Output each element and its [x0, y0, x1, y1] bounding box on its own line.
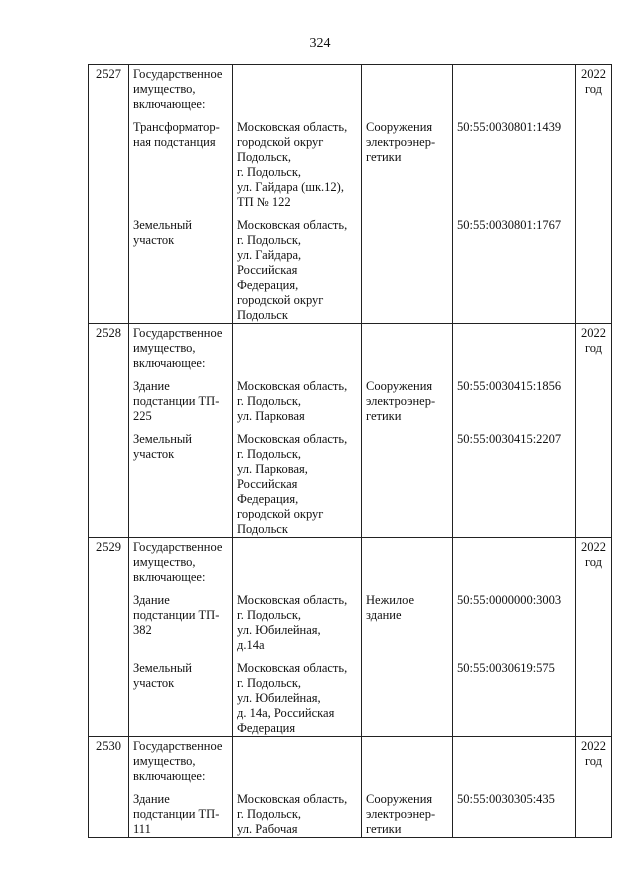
cell-line: г. Подольск, [237, 807, 302, 821]
cell-line: Государственное [133, 67, 223, 81]
cell-line: ул. Гайдара, [237, 248, 302, 262]
item-purpose [366, 218, 448, 323]
cell-line: имущество, [133, 82, 196, 96]
item-purpose [366, 593, 448, 653]
item-purpose [366, 661, 448, 736]
cell-line: Подольск [237, 308, 288, 322]
cell-line: подстанции ТП- [133, 807, 220, 821]
cell-line: г. Подольск, [237, 394, 302, 408]
cell-line: ул. Юбилейная, [237, 691, 321, 705]
item-cadastral-number: 50:55:0030801:1767 [457, 218, 562, 232]
year-cell [576, 65, 612, 324]
cell-line: ТП № 122 [237, 195, 291, 209]
year-cell [576, 737, 612, 838]
cell-line: ная подстанция [133, 135, 216, 149]
cell-line: г. Подольск, [237, 165, 302, 179]
object-name-cell [129, 65, 233, 324]
cell-line: Нежилое [366, 593, 415, 607]
purpose-cell [362, 65, 453, 324]
item-name [133, 432, 228, 537]
cell-line: 225 [133, 409, 152, 423]
table-row [89, 538, 612, 737]
cell-line: электроэнер- [366, 394, 436, 408]
table-row [89, 737, 612, 838]
cell-line: гетики [366, 409, 402, 423]
item-address [237, 379, 357, 424]
cell-line: Трансформатор- [133, 120, 220, 134]
item-name [133, 218, 228, 323]
entry-number: 2529 [89, 538, 129, 737]
cell-line: подстанции ТП- [133, 394, 220, 408]
cell-line: ул. Рабочая [237, 822, 298, 836]
cell-line: включающее: [133, 97, 206, 111]
cell-line: ул. Юбилейная, [237, 623, 321, 637]
address-cell [233, 65, 362, 324]
cell-line: ул. Парковая, [237, 462, 308, 476]
cell-line: Московская область, [237, 792, 348, 806]
cadastral-cell [453, 538, 576, 737]
cell-line: 2022 [581, 67, 606, 81]
cell-line: Российская [237, 477, 298, 491]
cell-line: 2022 [581, 326, 606, 340]
cell-line: Московская область, [237, 432, 348, 446]
cell-line: г. Подольск, [237, 447, 302, 461]
cell-line: год [584, 82, 603, 96]
cell-line: год [584, 754, 603, 768]
item-cadastral-number: 50:55:0030305:435 [457, 792, 555, 806]
cell-line: здание [366, 608, 402, 622]
property-table-body [89, 65, 612, 838]
entry-number: 2530 [89, 737, 129, 838]
page-number: 324 [309, 36, 331, 51]
object-name-cell [129, 324, 233, 538]
item-purpose [366, 792, 448, 837]
item-name [133, 661, 228, 736]
cadastral-cell [453, 324, 576, 538]
cell-line: Сооружения [366, 120, 433, 134]
cell-line: подстанции ТП- [133, 608, 220, 622]
cell-line: Государственное [133, 739, 223, 753]
table-row [89, 324, 612, 538]
year-cell [576, 538, 612, 737]
item-address [237, 661, 357, 736]
property-table [88, 64, 612, 838]
item-cadastral-number: 50:55:0030619:575 [457, 661, 555, 675]
table-row [89, 65, 612, 324]
item-address [237, 432, 357, 537]
item-name [133, 379, 228, 424]
cell-line: включающее: [133, 356, 206, 370]
cell-line: г. Подольск, [237, 676, 302, 690]
address-cell [233, 538, 362, 737]
item-address [237, 218, 357, 323]
cell-line: ул. Гайдара (шк.12), [237, 180, 344, 194]
item-cadastral-number: 50:55:0030415:1856 [457, 379, 562, 393]
cell-line: Здание [133, 379, 170, 393]
purpose-cell [362, 324, 453, 538]
cell-line: гетики [366, 150, 402, 164]
item-address [237, 120, 357, 210]
cell-line: имущество, [133, 341, 196, 355]
cell-line: 111 [133, 822, 151, 836]
cell-line: городской округ [237, 293, 324, 307]
cell-line: Федерация, [237, 492, 299, 506]
cell-line: год [584, 555, 603, 569]
cell-line: 2022 [581, 540, 606, 554]
cell-line: электроэнер- [366, 807, 436, 821]
cell-line: 2022 [581, 739, 606, 753]
cell-line: ул. Парковая [237, 409, 305, 423]
cell-line: включающее: [133, 769, 206, 783]
cell-line: участок [133, 676, 175, 690]
cell-line: Подольск, [237, 150, 292, 164]
entry-number: 2528 [89, 324, 129, 538]
cell-line: Государственное [133, 540, 223, 554]
cell-line: Российская [237, 263, 298, 277]
cell-line: год [584, 341, 603, 355]
item-cadastral-number: 50:55:0000000:3003 [457, 593, 562, 607]
item-purpose [366, 379, 448, 424]
year-cell [576, 324, 612, 538]
cell-line: Сооружения [366, 792, 433, 806]
cell-line: Земельный [133, 218, 192, 232]
object-name-cell [129, 737, 233, 838]
purpose-cell [362, 538, 453, 737]
address-cell [233, 324, 362, 538]
cell-line: Московская область, [237, 120, 348, 134]
address-cell [233, 737, 362, 838]
cell-line: г. Подольск, [237, 608, 302, 622]
cell-line: Государственное [133, 326, 223, 340]
item-cadastral-number: 50:55:0030415:2207 [457, 432, 562, 446]
cell-line: Московская область, [237, 218, 348, 232]
cell-line: Здание [133, 792, 170, 806]
cell-line: Московская область, [237, 593, 348, 607]
cell-line: Федерация, [237, 278, 299, 292]
cell-line: Федерация [237, 721, 296, 735]
item-purpose [366, 432, 448, 537]
cell-line: Земельный [133, 432, 192, 446]
cell-line: участок [133, 233, 175, 247]
item-cadastral-number: 50:55:0030801:1439 [457, 120, 562, 134]
entry-number: 2527 [89, 65, 129, 324]
cell-line: Московская область, [237, 661, 348, 675]
cell-line: д.14а [237, 638, 265, 652]
item-name [133, 792, 228, 837]
cell-line: г. Подольск, [237, 233, 302, 247]
cell-line: участок [133, 447, 175, 461]
item-name [133, 120, 228, 210]
cell-line: Сооружения [366, 379, 433, 393]
item-name [133, 593, 228, 653]
object-name-cell [129, 538, 233, 737]
item-purpose [366, 120, 448, 210]
cell-line: 382 [133, 623, 152, 637]
cell-line: Здание [133, 593, 170, 607]
item-address [237, 593, 357, 653]
cell-line: имущество, [133, 555, 196, 569]
cell-line: Земельный [133, 661, 192, 675]
cell-line: включающее: [133, 570, 206, 584]
cell-line: Подольск [237, 522, 288, 536]
cell-line: городской округ [237, 135, 324, 149]
cell-line: имущество, [133, 754, 196, 768]
cadastral-cell [453, 65, 576, 324]
cell-line: Московская область, [237, 379, 348, 393]
cell-line: городской округ [237, 507, 324, 521]
purpose-cell [362, 737, 453, 838]
cell-line: д. 14а, Российская [237, 706, 335, 720]
item-address [237, 792, 357, 837]
cell-line: электроэнер- [366, 135, 436, 149]
cadastral-cell [453, 737, 576, 838]
cell-line: гетики [366, 822, 402, 836]
